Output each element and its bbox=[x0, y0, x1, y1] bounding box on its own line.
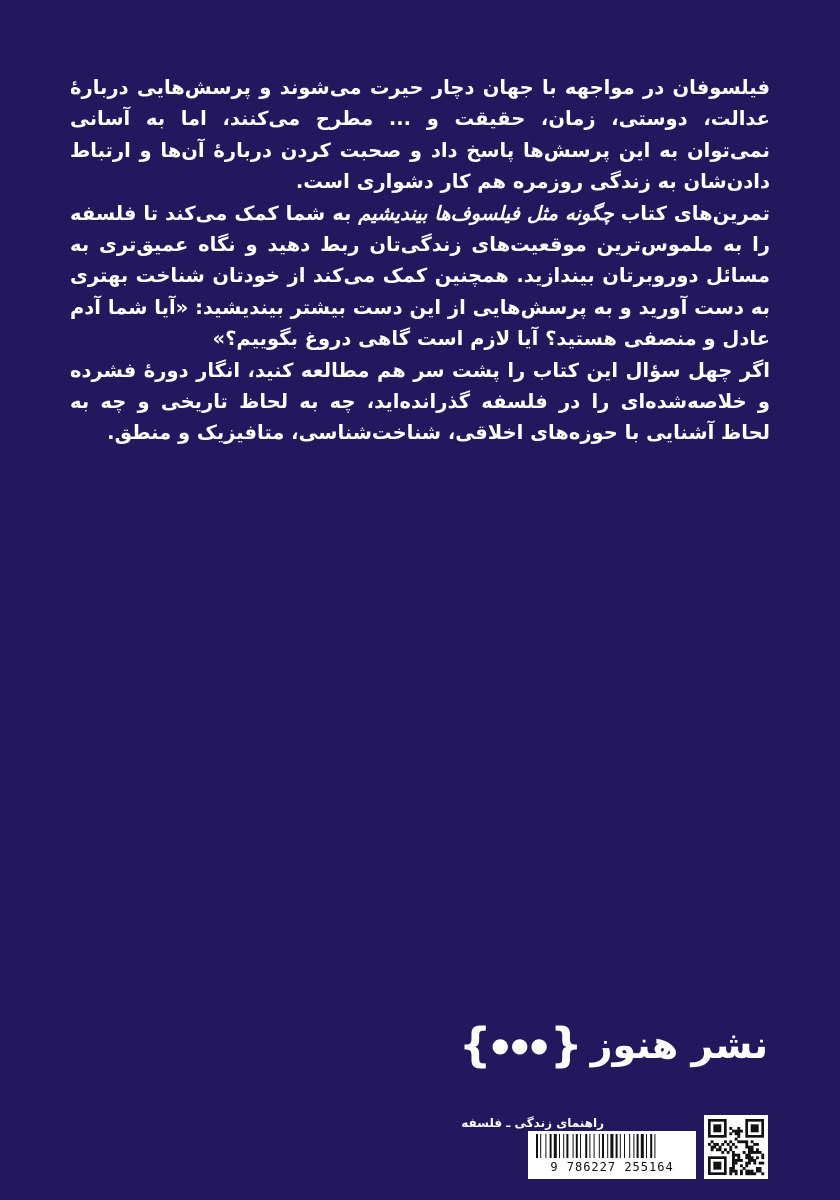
qr-code-icon bbox=[704, 1115, 768, 1179]
blurb-paragraph-2 bbox=[70, 198, 770, 355]
isbn-number: 9 786227 255164 bbox=[536, 1158, 688, 1176]
book-category: راهنمای زندگی ـ فلسفه bbox=[461, 1116, 604, 1130]
publisher-name: نشر هنوز bbox=[590, 1023, 768, 1067]
publisher-logo-mark: { ●●● } bbox=[458, 1018, 583, 1072]
publisher-logo bbox=[458, 1018, 768, 1072]
blurb-paragraph-3: اگر چهل سؤال این کتاب را پشت سر هم مطالعه کنید، انگار دورهٔ فشرده و خلاصه‌شده‌ای را در فلسفه گذرانده‌اید، چه به لحاظ تاریخی و چه به لحاظ آشنایی با حوزه‌های اخلاقی، شناخت‌شناسی، متافیزیک و منطق. bbox=[70, 358, 770, 445]
blurb-p2-after: به شما کمک می‌کند تا فلسفه را به ملموس‌ترین موقعیت‌های زندگی‌تان ربط دهید و نگاه عمیق‌تری به مسائل دوروبرتان بیندازید. همچنین کمک می‌کند از خودتان شناخت بهتری به دست آورید و به پرسش‌هایی از این دست بیشتر بیندیشید: «آیا شما آدم عادل و منصفی هستید؟ آیا لازم است گاهی دروغ بگوییم؟» bbox=[70, 201, 770, 351]
blurb-p2-before: تمرین‌های کتاب bbox=[613, 201, 770, 225]
blurb-paragraph-1: فیلسوفان در مواجهه با جهان دچار حیرت می‌شوند و پرسش‌هایی دربارهٔ عدالت، دوستی، زمان، حقیقت و ... مطرح می‌کنند، اما به آسانی نمی‌توان به این پرسش‌ها پاسخ داد و صحبت کردن دربارهٔ آن‌ها و ارتباط دادن‌شان به زندگی روزمره هم کار دشواری است. bbox=[70, 76, 770, 194]
book-title-inline: چگونه مثل فیلسوف‌ها بیندیشیم bbox=[358, 201, 614, 225]
back-cover-blurb bbox=[70, 72, 770, 449]
